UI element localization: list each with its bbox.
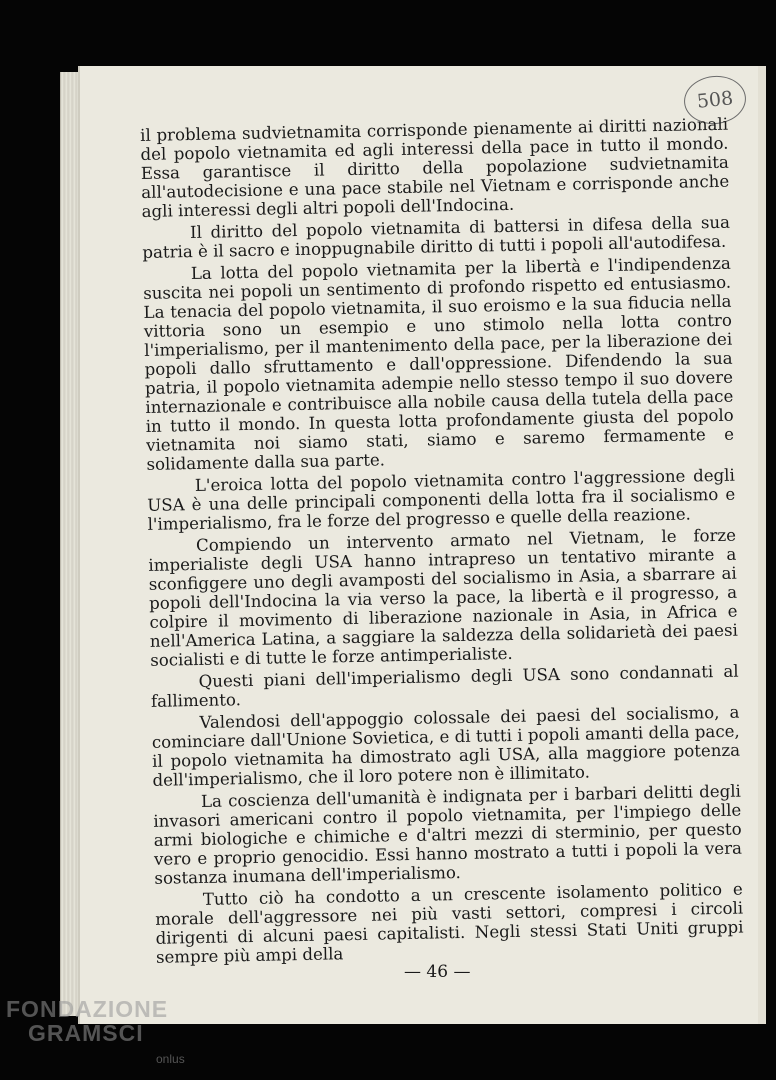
paragraph: Questi piani dell'imperialismo degli USA sono condannati al fallimento. — [150, 661, 739, 711]
body-text — [140, 114, 744, 967]
paragraph: Compiendo un intervento armato nel Vietnam, le forze imperialiste degli USA hanno intrapreso un tentativo mirante a sconfiggere uno degli avamposti del socialismo in Asia, a sbarrare ai popoli dell'Indocina la via verso la pace, la libertà e il progresso, a colpire il movimento di liberazione nazionale in Asia, in Africa e nell'America Latina, a saggiare la saldezza della solidarietà dei paesi socialisti e di tutte le forze antimperialiste. — [148, 525, 738, 670]
page-number: — 46 — — [404, 962, 471, 982]
paragraph: Tutto ciò ha condotto a un crescente isolamento politico e morale dell'aggressore nei più vasti settori, compresi i circoli dirigenti di alcuni paesi capitalisti. Negli stessi Stati Uniti gruppi sempre più ampi della — [155, 879, 744, 967]
paragraph: La lotta del popolo vietnamita per la libertà e l'indipendenza suscita nei popoli un sentimento di profondo rispetto ed entusiasmo. La tenacia del popolo vietnamita, il suo eroismo e la sua fiducia nella vittoria sono un esempio e uno stimolo nella lotta contro l'imperialismo, per il mantenimento della pace, per la liberazione dei popoli dallo sfruttamento e dall'oppressione. Difendendo la sua patria, il popolo vietnamita adempie nello stesso tempo il suo dovere internazionale e contribuisce alla nobile causa della tutela della pace in tutto il mondo. In questa lotta profondamente giusta del popolo vietnamita noi siamo stati, siamo e saremo fermamente e solidamente dalla sua parte. — [143, 253, 735, 474]
watermark-line-3: onlus — [156, 1052, 185, 1066]
page-right-edge — [758, 66, 766, 1024]
watermark-line-2: GRAMSCI — [28, 1020, 144, 1046]
archive-number: 508 — [695, 87, 735, 113]
paragraph: L'eroica lotta del popolo vietnamita contro l'aggressione degli USA è una delle principali componenti della lotta fra il socialismo e l'imperialismo, fra le forze del progresso e quelle della reazione. — [147, 465, 736, 534]
paragraph: La coscienza dell'umanità è indignata per i barbari delitti degli invasori americani contro il popolo vietnamita, per l'impiego delle armi biologiche e chimiche e d'altri mezzi di sterminio, per questo vero e proprio genocidio. Essi hanno mostrato a tutti i popoli la vera sostanza inumana dell'imperialismo. — [153, 781, 743, 888]
paragraph: Valendosi dell'appoggio colossale dei paesi del socialismo, a cominciare dall'Unione Sovietica, e di tutti i popoli amanti della pace, il popolo vietnamita ha dimostrato agli USA, alla maggiore potenza dell'imperialismo, che il loro potere non è illimitato. — [151, 702, 741, 790]
paragraph: il problema sudvietnamita corrisponde pienamente ai diritti nazionali del popolo vietnamita ed agli interessi della pace in tutto il mondo. Essa garantisce il diritto della popolazione sudvietnamita all'autodecisione e una pace stabile nel Vietnam e corrisponde anche agli interessi degli altri popoli dell'Indocina. — [140, 114, 730, 221]
watermark-line-1: FONDAZIONE — [6, 996, 169, 1022]
paragraph: Il diritto del popolo vietnamita di battersi in difesa della sua patria è il sacro e inoppugnabile diritto di tutti i popoli all'autodifesa. — [142, 212, 731, 262]
fondazione-gramsci-watermark — [6, 996, 185, 1066]
